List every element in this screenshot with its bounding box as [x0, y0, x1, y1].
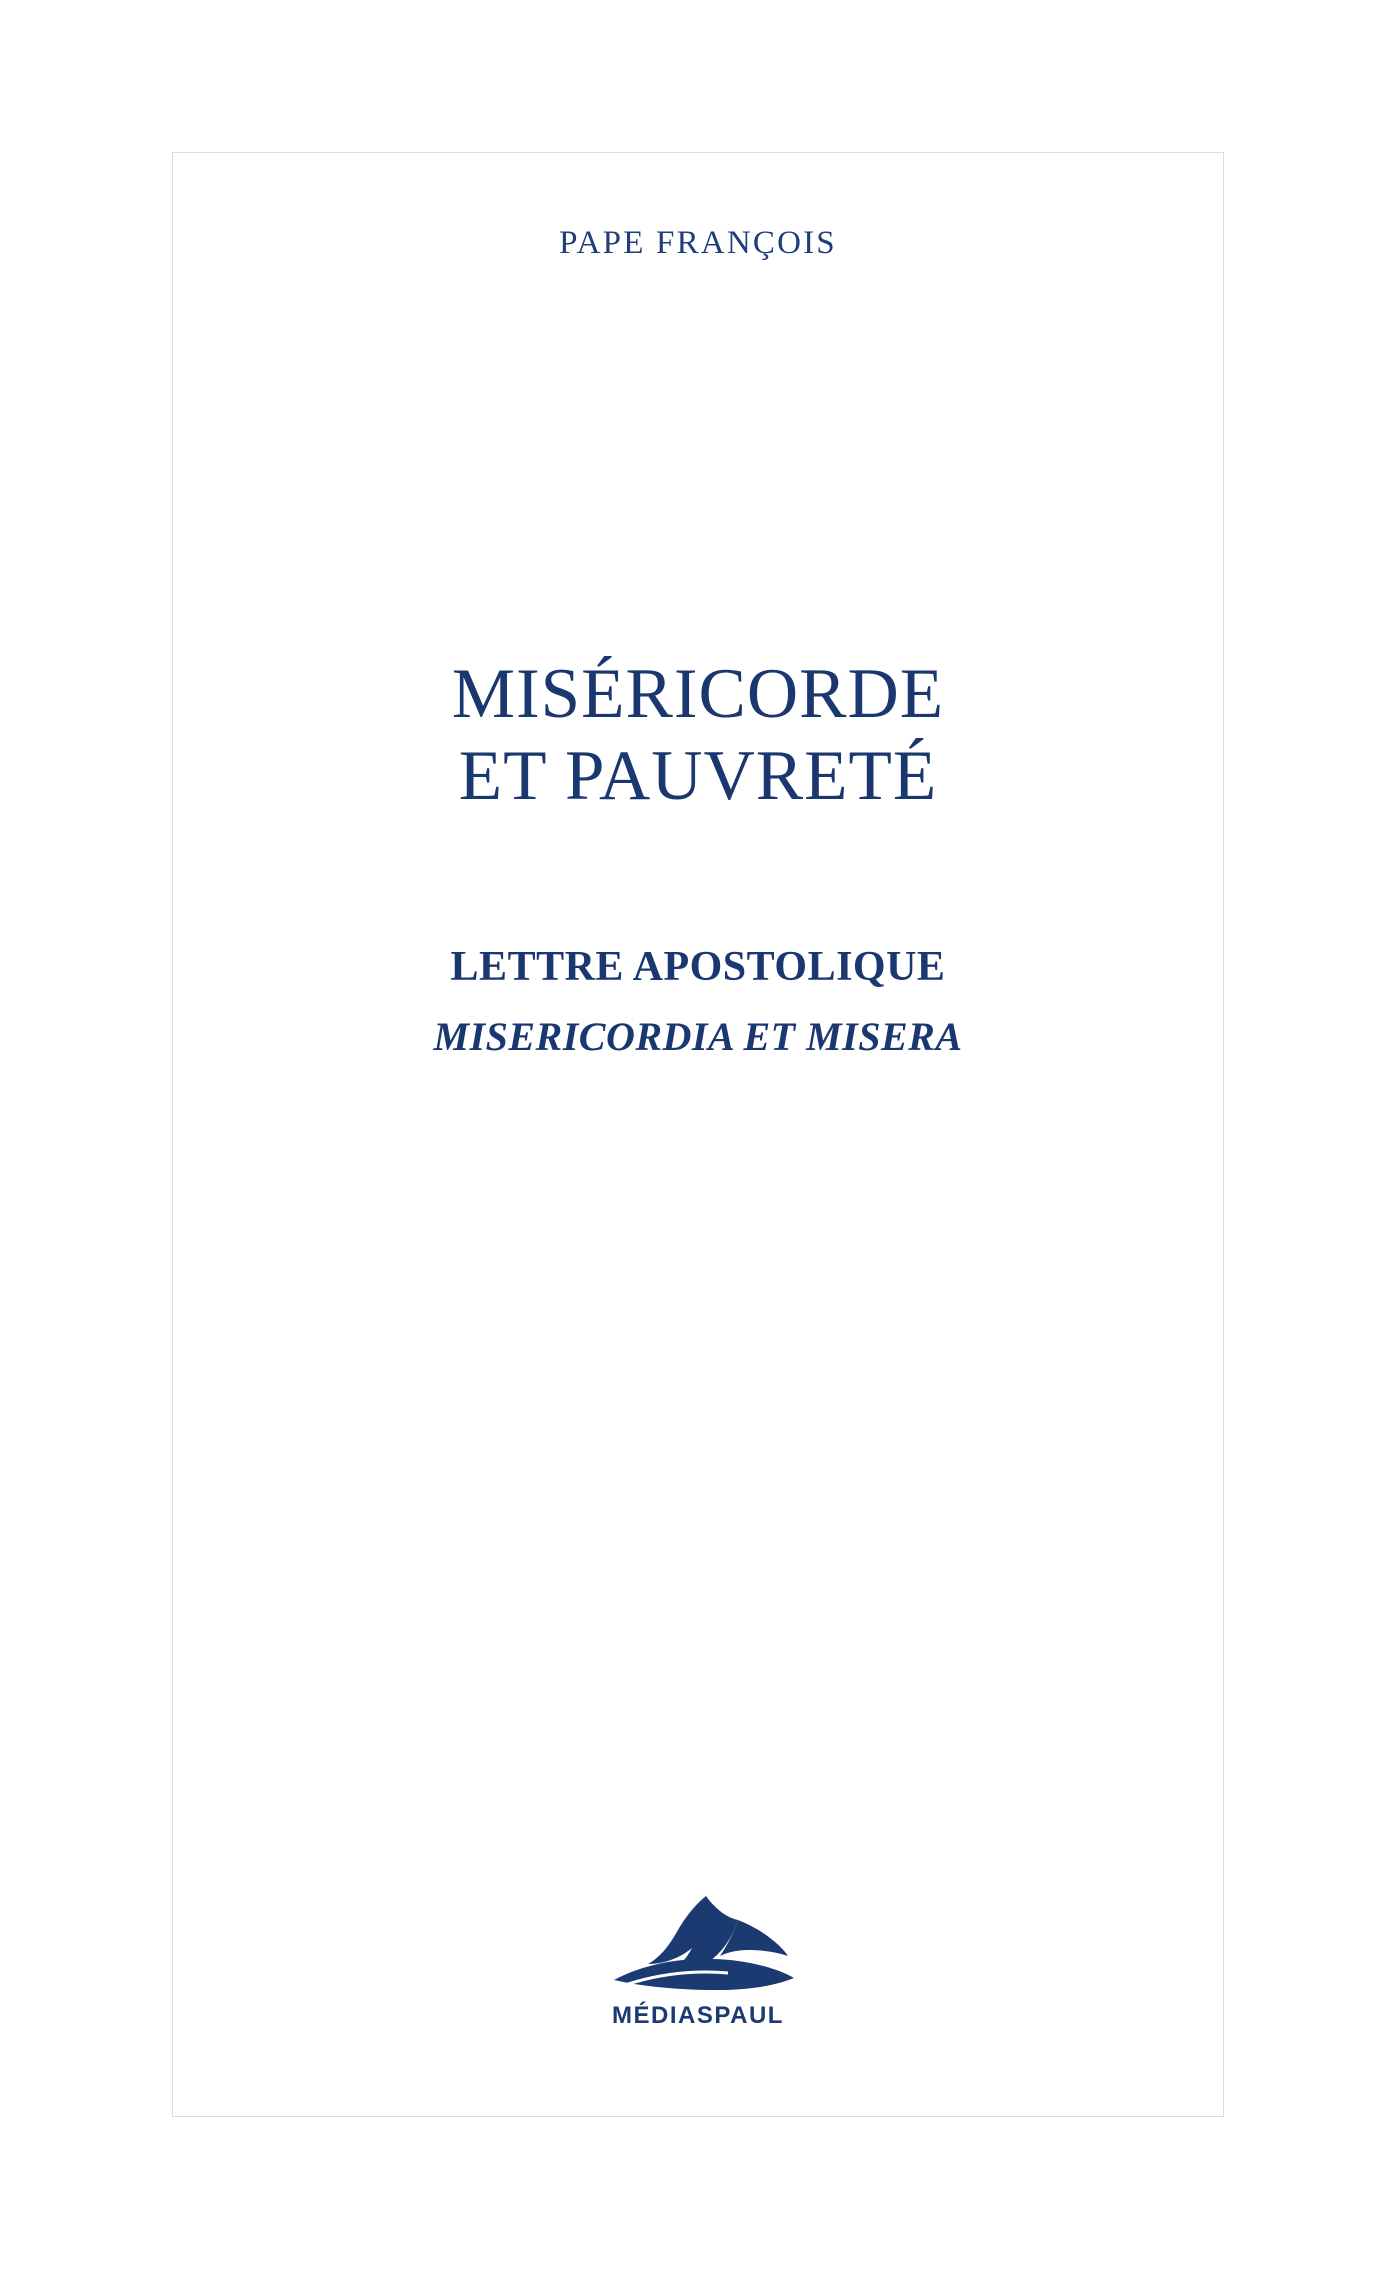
subtitle-block: [173, 943, 1223, 1060]
title-line-2: ET PAUVRETÉ: [458, 737, 938, 816]
subtitle-latin-title: MISERICORDIA ET MISERA: [433, 1014, 963, 1059]
author-name: PAPE FRANÇOIS: [559, 225, 837, 261]
title-line-1: MISÉRICORDE: [451, 655, 945, 733]
subtitle-document-type: LETTRE APOSTOLIQUE: [450, 944, 946, 990]
book-cover: [172, 152, 1224, 2117]
publisher-name: MÉDIASPAUL: [612, 2002, 784, 2029]
dove-and-book-icon: [588, 1888, 808, 2006]
title-block: [173, 653, 1223, 818]
publisher-block: [173, 1888, 1223, 2030]
